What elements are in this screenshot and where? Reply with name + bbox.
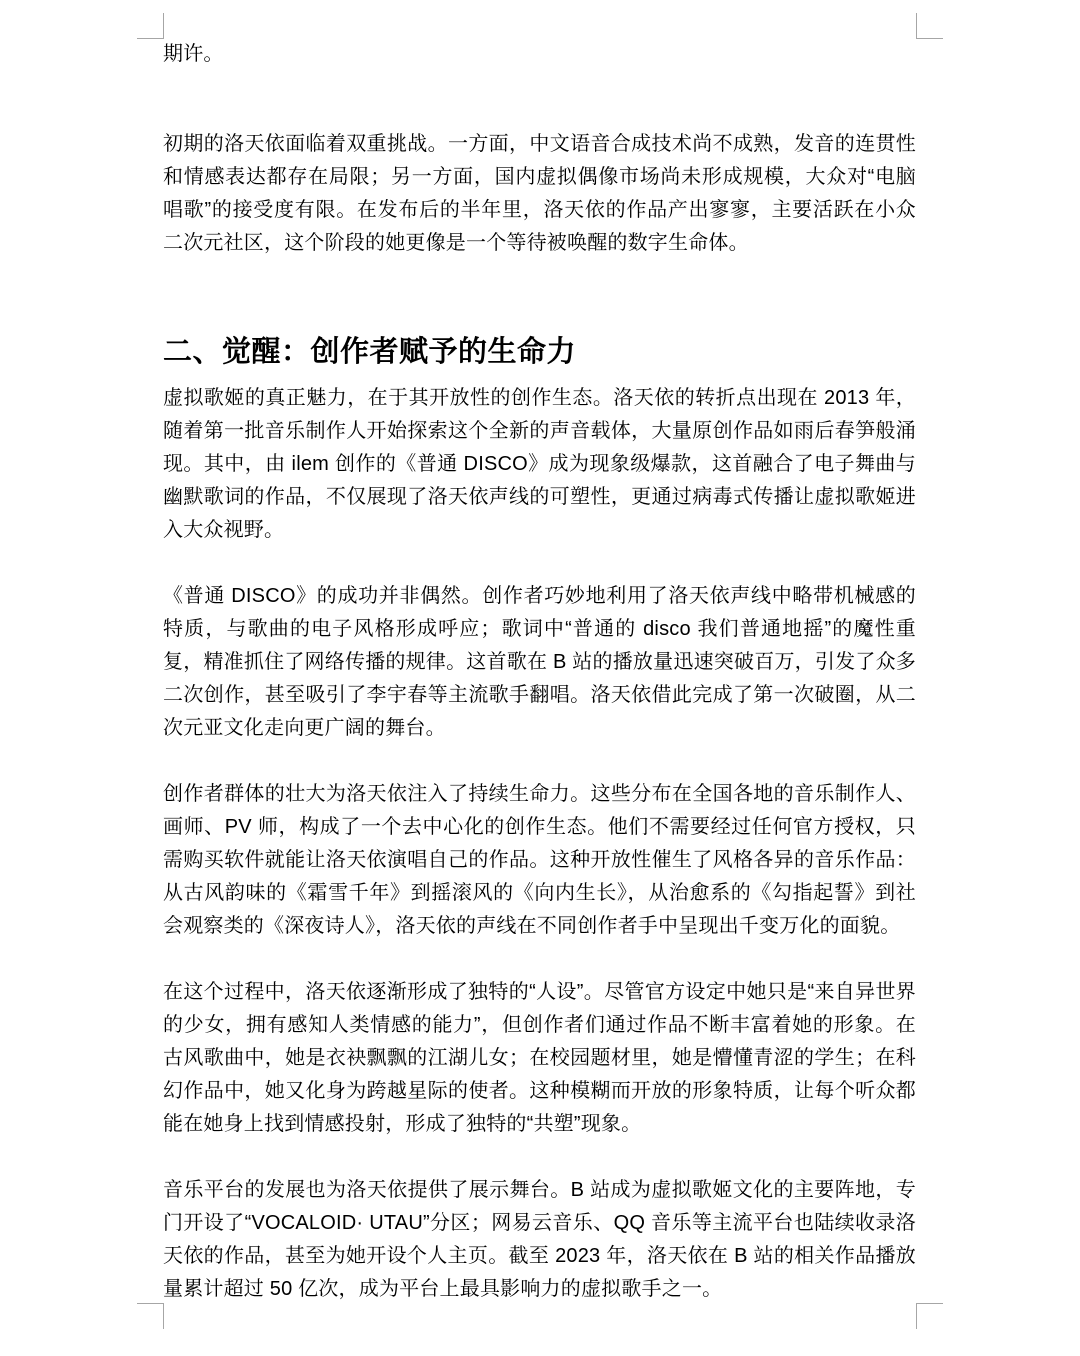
paragraph-creator-ecosystem: 创作者群体的壮大为洛天依注入了持续生命力。这些分布在全国各地的音乐制作人、画师、PV 师，构成了一个去中心化的创作生态。他们不需要经过任何官方授权，只需购买软件就能让洛天依演唱自己的作品。这种开放性催生了风格各异的音乐作品：从古风韵味的《霜雪千年》到摇滚风的《向内生长》，从治愈系的《勾指起誓》到社会观察类的《深夜诗人》，洛天依的声线在不同创作者手中呈现出千变万化的面貌。 [163, 783, 916, 937]
margin-crop-mark-top-left [137, 13, 164, 39]
document-text-area [163, 38, 916, 1306]
margin-crop-mark-top-right [916, 13, 943, 39]
paragraph-initial-challenges: 初期的洛天依面临着双重挑战。一方面，中文语音合成技术尚不成熟，发音的连贯性和情感表达都存在局限；另一方面，国内虚拟偶像市场尚未形成规模，大众对“电脑唱歌”的接受度有限。在发布后的半年里，洛天依的作品产出寥寥，主要活跃在小众二次元社区，这个阶段的她更像是一个等待被唤醒的数字生命体。 [163, 133, 916, 254]
margin-crop-mark-bottom-left [137, 1303, 164, 1329]
paragraph-disco-success: 《普通 DISCO》的成功并非偶然。创作者巧妙地利用了洛天依声线中略带机械感的特质，与歌曲的电子风格形成呼应；歌词中“普通的 disco 我们普通地摇”的魔性重复，精准抓住了网络传播的规律。这首歌在 B 站的播放量迅速突破百万，引发了众多二次创作，甚至吸引了李宇春等主流歌手翻唱。洛天依借此完成了第一次破圈，从二次元亚文化走向更广阔的舞台。 [163, 585, 916, 739]
margin-crop-mark-bottom-right [916, 1303, 943, 1329]
paragraph-turning-point-2013: 虚拟歌姬的真正魅力，在于其开放性的创作生态。洛天依的转折点出现在 2013 年，随着第一批音乐制作人开始探索这个全新的声音载体，大量原创作品如雨后春笋般涌现。其中，由 ilem 创作的《普通 DISCO》成为现象级爆款，这首融合了电子舞曲与幽默歌词的作品，不仅展现了洛天依声线的可塑性，更通过病毒式传播让虚拟歌姬进入大众视野。 [163, 387, 916, 541]
paragraph-fragment-carryover: 期许。 [163, 43, 224, 65]
paragraph-persona-co-creation: 在这个过程中，洛天依逐渐形成了独特的“人设”。尽管官方设定中她只是“来自异世界的少女，拥有感知人类情感的能力”，但创作者们通过作品不断丰富着她的形象。在古风歌曲中，她是衣袂飘飘的江湖儿女；在校园题材里，她是懵懂青涩的学生；在科幻作品中，她又化身为跨越星际的使者。这种模糊而开放的形象特质，让每个听众都能在她身上找到情感投射，形成了独特的“共塑”现象。 [163, 981, 916, 1135]
paragraph-music-platforms: 音乐平台的发展也为洛天依提供了展示舞台。B 站成为虚拟歌姬文化的主要阵地，专门开设了“VOCALOID· UTAU”分区；网易云音乐、QQ 音乐等主流平台也陆续收录洛天依的作品，甚至为她开设个人主页。截至 2023 年，洛天依在 B 站的相关作品播放量累计超过 50 亿次，成为平台上最具影响力的虚拟歌手之一。 [163, 1179, 916, 1300]
section-heading-awakening: 二、觉醒：创作者赋予的生命力 [163, 336, 577, 368]
